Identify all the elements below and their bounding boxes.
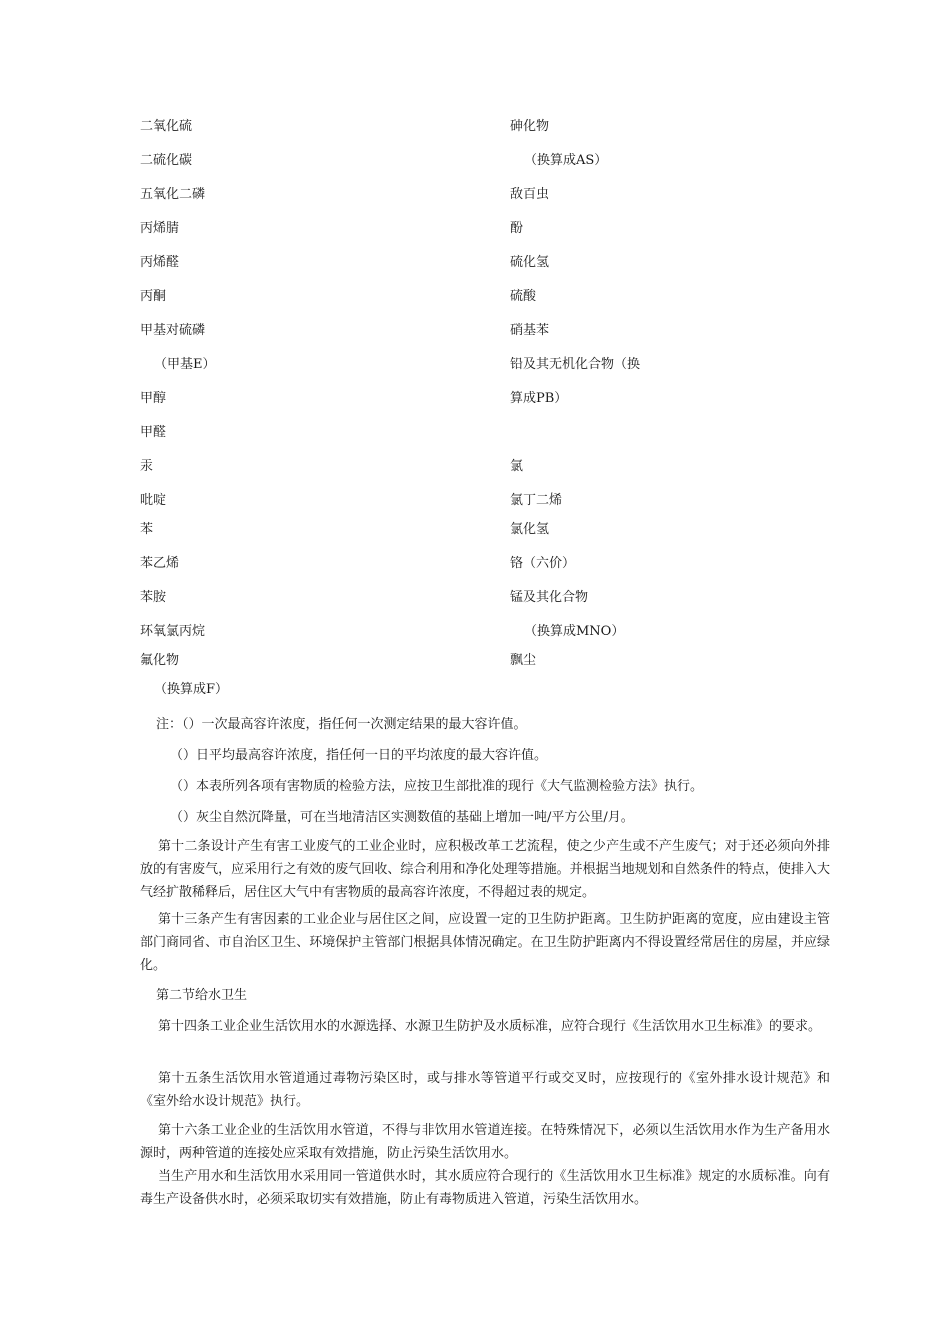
table-left-cell: 环氧氯丙烷 bbox=[140, 624, 206, 639]
table-left-cell: 甲醇 bbox=[140, 391, 167, 406]
table-left-cell: 氟化物 bbox=[140, 653, 180, 668]
table-left-cell: （甲基E） bbox=[154, 357, 216, 372]
table-left-cell: 丙烯腈 bbox=[140, 221, 180, 236]
article-16: 第十六条工业企业的生活饮用水管道，不得与非饮用水管道连接。在特殊情况下，必须以生活饮用水作为生产备用水源时，两种管道的连接处应采取有效措施，防止污染生活饮用水。 bbox=[140, 1123, 830, 1161]
table-right-cell: 砷化物 bbox=[510, 119, 550, 134]
table-right-cell: 铅及其无机化合物（换 bbox=[510, 357, 641, 372]
table-right-cell: （换算成AS） bbox=[524, 153, 608, 168]
table-right-cell: 敌百虫 bbox=[510, 187, 550, 202]
article-15: 第十五条生活饮用水管道通过毒物污染区时，或与排水等管道平行或交叉时，应按现行的《室外排水设计规范》和《室外给水设计规范》执行。 bbox=[140, 1071, 830, 1109]
article-12: 第十二条设计产生有害工业废气的工业企业时，应积极改革工艺流程，使之少产生或不产生废气；对于还必须向外排放的有害废气，应采用行之有效的废气回收、综合利用和净化处理等措施。并根据当地规划和自然条件的特点，使排入大气经扩散稀释后，居住区大气中有害物质的最高容许浓度，不得超过表的规定。 bbox=[140, 839, 830, 900]
table-left-cell: 丙酮 bbox=[140, 289, 167, 304]
table-left-cell: 苯胺 bbox=[140, 590, 167, 605]
table-left-cell: 苯 bbox=[140, 522, 154, 537]
table-left-cell: 丙烯醛 bbox=[140, 255, 180, 270]
table-note: （）本表所列各项有害物质的检验方法，应按卫生部批准的现行《大气监测检验方法》执行。 bbox=[170, 779, 704, 794]
table-right-cell: 锰及其化合物 bbox=[510, 590, 589, 605]
table-left-cell: 甲醛 bbox=[140, 425, 167, 440]
table-left-cell: 甲基对硫磷 bbox=[140, 323, 206, 338]
table-right-cell: 酚 bbox=[510, 221, 524, 236]
table-note: （）灰尘自然沉降量，可在当地清洁区实测数值的基础上增加一吨/平方公里/月。 bbox=[170, 810, 634, 825]
table-right-cell: （换算成MNO） bbox=[524, 624, 625, 639]
table-right-cell: 硫酸 bbox=[510, 289, 537, 304]
table-left-cell: 二硫化碳 bbox=[140, 153, 193, 168]
table-right-cell: 算成PB） bbox=[510, 391, 568, 406]
table-left-cell: 吡啶 bbox=[140, 493, 167, 508]
table-right-cell: 硝基苯 bbox=[510, 323, 550, 338]
table-note: 注：（）一次最高容许浓度，指任何一次测定结果的最大容许值。 bbox=[156, 717, 527, 732]
article-16-continued: 当生产用水和生活饮用水采用同一管道供水时，其水质应符合现行的《生活饮用水卫生标准》规定的水质标准。向有毒生产设备供水时，必须采取切实有效措施，防止有毒物质进入管道，污染生活饮用水。 bbox=[140, 1169, 830, 1207]
table-left-cell: 苯乙烯 bbox=[140, 556, 180, 571]
table-right-cell: 铬（六价） bbox=[510, 556, 576, 571]
table-right-cell: 飘尘 bbox=[510, 653, 537, 668]
article-13: 第十三条产生有害因素的工业企业与居住区之间，应设置一定的卫生防护距离。卫生防护距离的宽度，应由建设主管部门商同省、市自治区卫生、环境保护主管部门根据具体情况确定。在卫生防护距离内不得设置经常居住的房屋，并应绿化。 bbox=[140, 912, 830, 973]
table-right-cell: 氯丁二烯 bbox=[510, 493, 563, 508]
article-14: 第十四条工业企业生活饮用水的水源选择、水源卫生防护及水质标准，应符合现行《生活饮用水卫生标准》的要求。 bbox=[158, 1019, 822, 1034]
table-left-cell: （换算成F） bbox=[154, 682, 229, 697]
section-heading: 第二节给水卫生 bbox=[156, 988, 248, 1003]
table-right-cell: 硫化氢 bbox=[510, 255, 550, 270]
table-right-cell: 氯 bbox=[510, 459, 524, 474]
table-note: （）日平均最高容许浓度，指任何一日的平均浓度的最大容许值。 bbox=[170, 748, 548, 763]
table-right-cell: 氯化氢 bbox=[510, 522, 550, 537]
table-left-cell: 五氧化二磷 bbox=[140, 187, 206, 202]
table-left-cell: 汞 bbox=[140, 459, 154, 474]
table-left-cell: 二氧化硫 bbox=[140, 119, 193, 134]
